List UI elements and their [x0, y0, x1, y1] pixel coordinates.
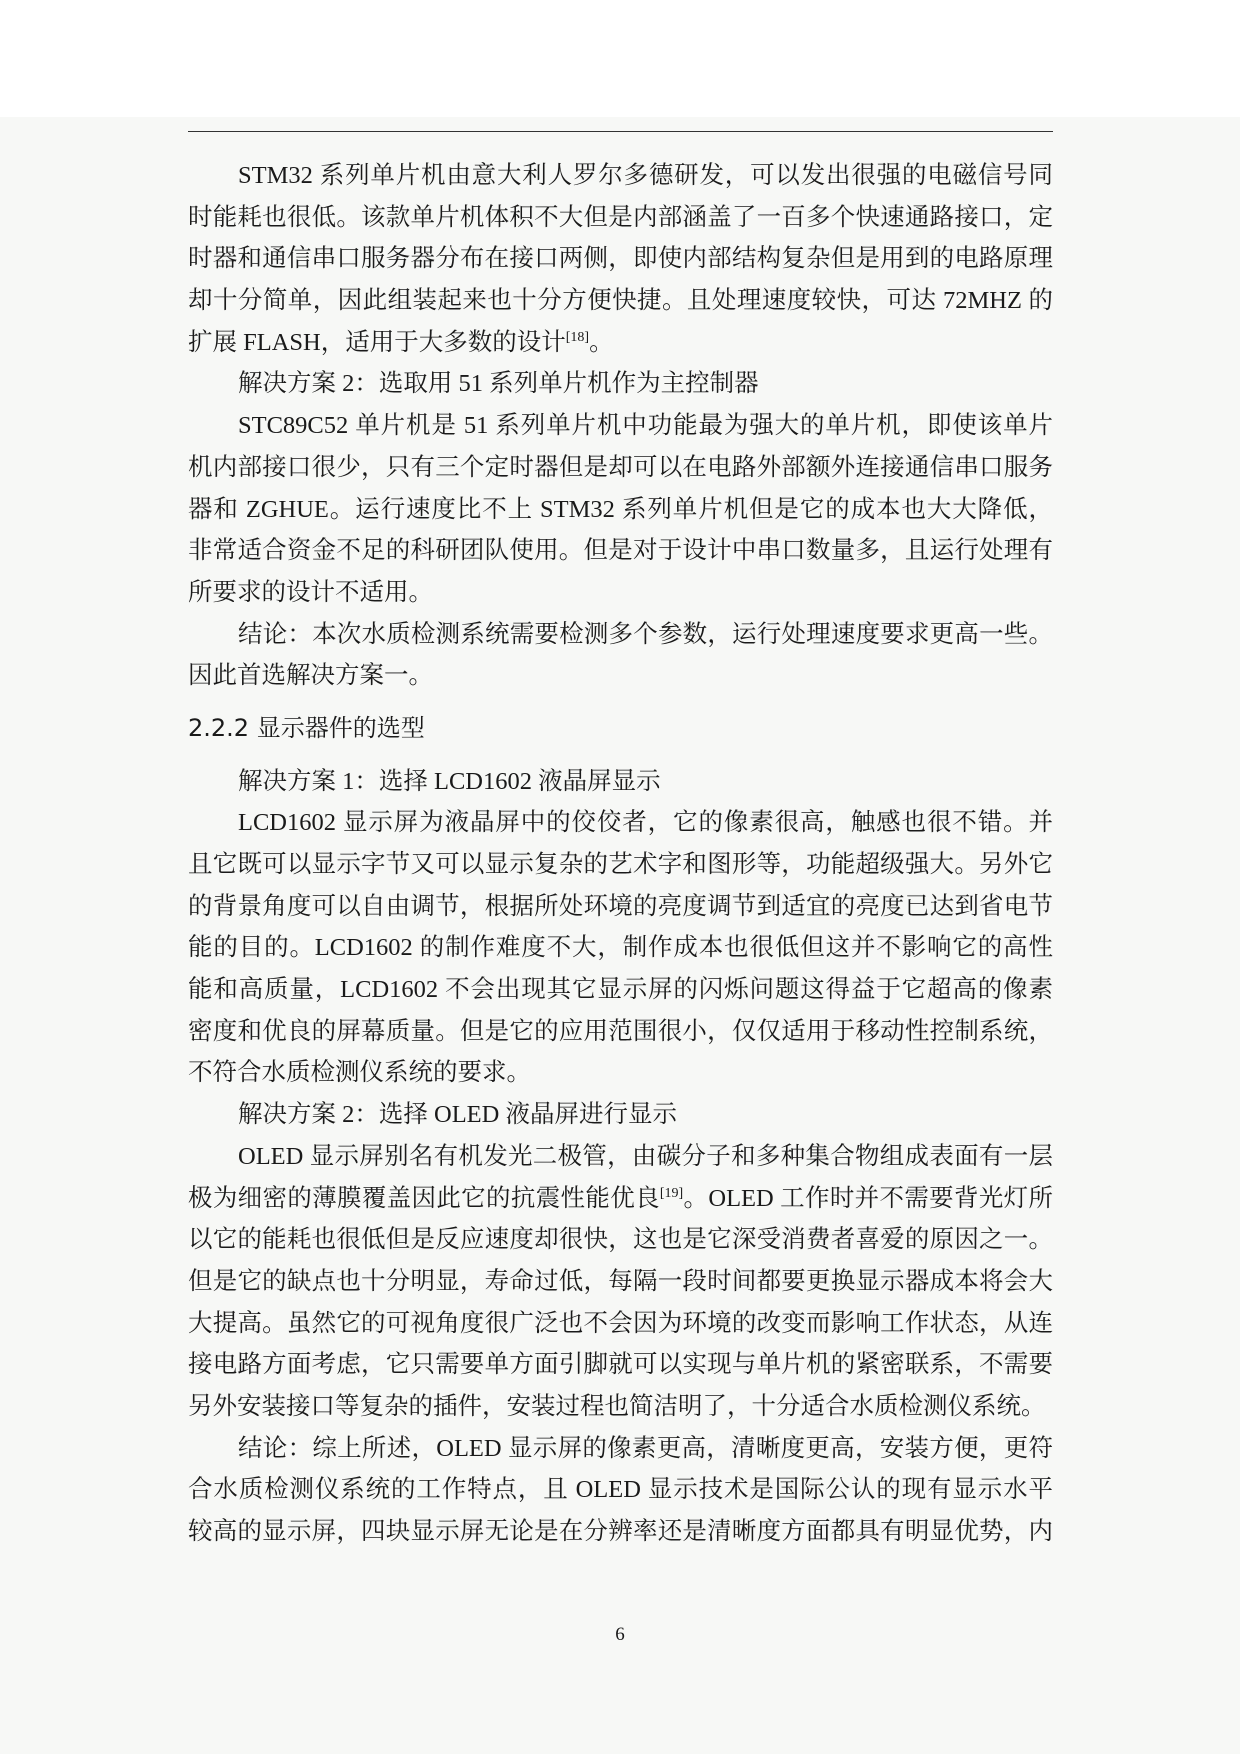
line-text: 接电路方面考虑，它只需要单方面引脚就可以实现与单片机的紧密联系，不需要: [188, 1351, 1053, 1379]
line-text: 扩展 FLASH，适用于大多数的设计: [188, 328, 566, 356]
line-text: 结论：综上所述，OLED 显示屏的像素更高，清晰度更高，安装方便，更符: [238, 1434, 1053, 1462]
line-text: 却十分简单，因此组装起来也十分方便快捷。且处理速度较快，可达 72MHZ 的: [188, 287, 1053, 315]
line-text: 以它的能耗也很低但是反应速度却很快，这也是它深受消费者喜爱的原因之一。: [188, 1226, 1053, 1254]
text-line: [188, 1303, 1053, 1345]
line-text: 密度和优良的屏幕质量。但是它的应用范围很小，仅仅适用于移动性控制系统，: [188, 1017, 1053, 1045]
line-text: LCD1602 显示屏为液晶屏中的佼佼者，它的像素很高，触感也很不错。并: [238, 809, 1053, 837]
line-text: 的背景角度可以自由调节，根据所处环境的亮度调节到适宜的亮度已达到省电节: [188, 892, 1053, 920]
text-line: [188, 1386, 1053, 1428]
line-text-continued: 。OLED 工作时并不需要背光灯所: [683, 1184, 1053, 1212]
document-body: [188, 155, 1053, 1553]
text-line: [188, 802, 1053, 844]
text-line: [188, 1511, 1053, 1553]
citation-reference: [18]: [565, 329, 590, 345]
line-text: 器和 ZGHUE。运行速度比不上 STM32 系列单片机但是它的成本也大大降低，: [188, 495, 1053, 523]
text-line: [188, 322, 1053, 364]
line-text: 结论：本次水质检测系统需要检测多个参数，运行处理速度要求更高一些。: [238, 620, 1053, 648]
line-text: 因此首选解决方案一。: [188, 662, 433, 690]
line-text: 且它既可以显示字节又可以显示复杂的艺术字和图形等，功能超级强大。另外它: [188, 851, 1053, 878]
page-number: 6: [615, 1624, 625, 1645]
line-text: 解决方案 2：选择 OLED 液晶屏进行显示: [238, 1101, 677, 1129]
line-text: 时器和通信串口服务器分布在接口两侧，即使内部结构复杂但是用到的电路原理: [188, 245, 1053, 273]
text-line: [188, 844, 1053, 886]
text-line: [188, 197, 1053, 239]
text-line: [188, 655, 1053, 697]
text-line: [188, 530, 1053, 572]
citation-reference: [19]: [659, 1185, 684, 1201]
text-line: [188, 238, 1053, 280]
line-text: STM32 系列单片机由意大利人罗尔多德研发，可以发出很强的电磁信号同: [238, 162, 1053, 189]
line-text-continued: 。: [589, 328, 614, 356]
line-text: 极为细密的薄膜覆盖因此它的抗震性能优良: [188, 1184, 660, 1212]
section-heading: 2.2.2 显示器件的选型: [188, 713, 425, 742]
text-line: [188, 572, 1053, 614]
line-text: 能和高质量，LCD1602 不会出现其它显示屏的闪烁问题这得益于它超高的像素: [188, 976, 1053, 1004]
line-text: 合水质检测仪系统的工作特点，且 OLED 显示技术是国际公认的现有显示水平: [188, 1476, 1053, 1504]
line-text: 但是它的缺点也十分明显，寿命过低，每隔一段时间都要更换显示器成本将会大: [188, 1267, 1053, 1295]
text-line: [188, 614, 1053, 656]
text-line: [188, 1344, 1053, 1386]
text-line: [188, 280, 1053, 322]
line-text: 解决方案 2：选取用 51 系列单片机作为主控制器: [238, 370, 759, 398]
text-line: [188, 1178, 1053, 1220]
text-line: [188, 405, 1053, 447]
text-line: [188, 489, 1053, 531]
line-text: 非常适合资金不足的科研团队使用。但是对于设计中串口数量多，且运行处理有: [188, 537, 1053, 565]
line-text: OLED 显示屏别名有机发光二极管，由碳分子和多种集合物组成表面有一层: [238, 1142, 1053, 1170]
text-line: [188, 363, 1053, 405]
text-line: [188, 447, 1053, 489]
line-text: 大提高。虽然它的可视角度很广泛也不会因为环境的改变而影响工作状态，从连: [188, 1309, 1053, 1337]
text-line: [188, 927, 1053, 969]
line-text: 不符合水质检测仪系统的要求。: [188, 1059, 531, 1087]
line-text: STC89C52 单片机是 51 系列单片机中功能最为强大的单片机，即使该单片: [238, 412, 1053, 440]
line-text: 另外安装接口等复杂的插件，安装过程也简洁明了，十分适合水质检测仪系统。: [188, 1392, 1046, 1420]
line-text: 时能耗也很低。该款单片机体积不大但是内部涵盖了一百多个快速通路接口，定: [188, 203, 1053, 231]
line-text: 解决方案 1：选择 LCD1602 液晶屏显示: [238, 767, 661, 795]
text-line: [188, 1052, 1053, 1094]
header-rule: [188, 131, 1053, 132]
text-line: [188, 1011, 1053, 1053]
text-line: [188, 969, 1053, 1011]
text-line: [188, 1136, 1053, 1178]
text-line: [188, 886, 1053, 928]
text-line: [188, 1261, 1053, 1303]
text-line: [188, 1219, 1053, 1261]
text-line: [188, 1428, 1053, 1470]
text-line: [188, 761, 1053, 803]
text-line: [188, 1094, 1053, 1136]
line-text: 所要求的设计不适用。: [188, 578, 433, 606]
text-line: [188, 155, 1053, 197]
text-line: [188, 1469, 1053, 1511]
line-text: 机内部接口很少，只有三个定时器但是却可以在电路外部额外连接通信串口服务: [188, 453, 1053, 481]
line-text: 能的目的。LCD1602 的制作难度不大，制作成本也很低但这并不影响它的高性: [188, 934, 1053, 962]
line-text: 较高的显示屏，四块显示屏无论是在分辨率还是清晰度方面都具有明显优势，内: [188, 1518, 1053, 1545]
page-top-margin: [0, 0, 1240, 117]
